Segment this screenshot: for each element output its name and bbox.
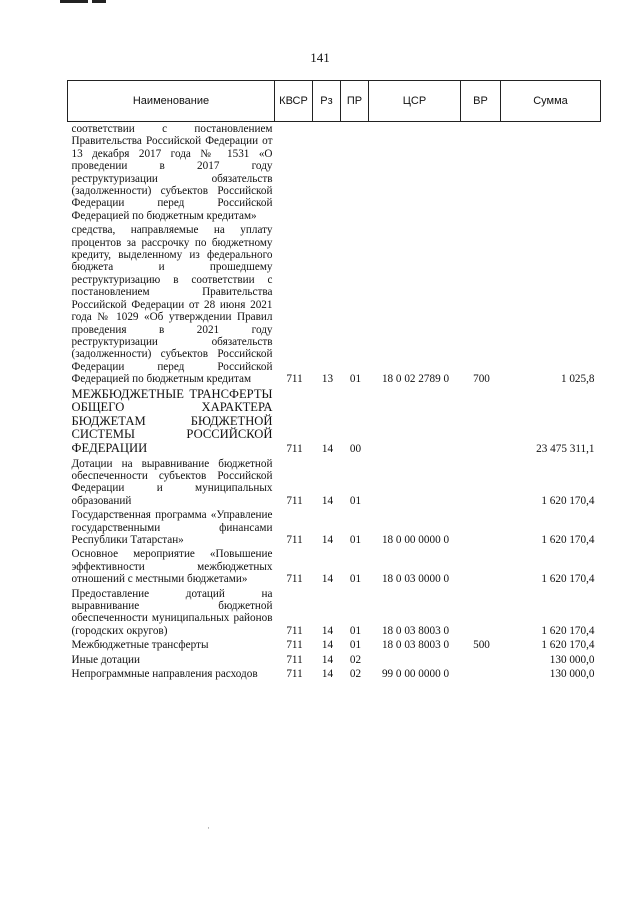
table-row — [68, 587, 601, 639]
row-csr: 18 0 02 2789 0 — [381, 373, 450, 386]
row-vr: 500 — [473, 639, 490, 652]
row-name: Основное мероприятие «Повышение эффективности межбюджетных отношений с местными бюджетами» — [71, 548, 273, 586]
row-rz: 14 — [321, 533, 334, 546]
row-csr — [369, 653, 461, 667]
row-sum: 23 475 311,1 — [536, 443, 595, 456]
row-rz — [313, 122, 341, 224]
row-pr: 02 — [349, 653, 362, 666]
row-kvsr — [275, 122, 313, 224]
table-row — [68, 122, 601, 224]
row-csr: 18 0 03 0000 0 — [381, 573, 450, 586]
row-name: Дотации на выравнивание бюджетной обеспеченности субъектов Российской Федерации и муниципальных образований — [71, 457, 273, 507]
row-csr: 18 0 03 8003 0 — [381, 639, 450, 652]
scan-edge-mark-right — [92, 0, 106, 3]
row-kvsr: 711 — [286, 494, 303, 507]
row-rz: 14 — [321, 653, 334, 666]
row-kvsr: 711 — [286, 533, 303, 546]
row-pr: 01 — [349, 573, 362, 586]
table-row — [68, 223, 601, 386]
row-vr — [461, 387, 501, 457]
scan-edge-mark-left — [60, 0, 88, 3]
row-vr — [461, 508, 501, 547]
row-vr — [461, 122, 501, 224]
header-pr: ПР — [341, 81, 369, 122]
row-csr — [369, 457, 461, 509]
row-pr — [341, 122, 369, 224]
row-vr — [461, 653, 501, 667]
table-row — [68, 387, 601, 457]
row-kvsr: 711 — [286, 668, 303, 680]
row-csr: 18 0 03 8003 0 — [381, 624, 450, 637]
table-row — [68, 638, 601, 652]
row-pr: 01 — [349, 624, 362, 637]
row-pr: 00 — [349, 443, 362, 456]
row-kvsr: 711 — [286, 443, 303, 456]
budget-table — [67, 80, 601, 681]
row-sum: 130 000,0 — [549, 653, 595, 666]
row-sum: 1 025,8 — [560, 373, 595, 386]
row-sum — [501, 122, 601, 224]
row-sum: 1 620 170,4 — [541, 494, 595, 507]
row-sum: 1 620 170,4 — [541, 624, 595, 637]
row-rz: 14 — [321, 443, 334, 456]
row-rz: 14 — [321, 624, 334, 637]
table-header-row — [68, 81, 601, 122]
row-csr — [369, 387, 461, 457]
row-vr — [461, 587, 501, 639]
row-kvsr: 711 — [286, 653, 303, 666]
row-vr — [461, 667, 501, 681]
row-sum: 1 620 170,4 — [541, 573, 595, 586]
row-kvsr: 711 — [286, 639, 303, 652]
row-name: Государственная программа «Управление государственными финансами Республики Татарстан» — [71, 509, 273, 546]
table-row — [68, 653, 601, 667]
row-name: Предоставление дотаций на выравнивание бюджетной обеспеченности муниципальных районов (городских округов) — [71, 587, 273, 637]
row-name: соответствии с постановлением Правительства Российской Федерации от 13 декабря 2017 года № 1531 «О проведении в 2017 году реструктуризации обязательств (задолженности) субъектов Российской Федерации перед Российской Федерацией по бюджетным кредитам» — [71, 123, 273, 222]
row-kvsr: 711 — [286, 624, 303, 637]
header-sum: Сумма — [501, 81, 601, 122]
page-number: 141 — [310, 50, 330, 65]
row-vr — [461, 457, 501, 509]
row-name: средства, направляемые на уплату процентов за рассрочку по бюджетному кредиту, выделенному из федерального бюджета и прошедшему реструктуризацию в соответствии с постановлением Правительства Российской Федерации от 28 июня 2021 года № 1029 «Об утверждении Правил проведения в 2021 году реструктуризации обязательств (задолженности) субъектов Российской Федерации перед Российской Федерацией по бюджетным кредитам — [71, 224, 273, 386]
row-csr: 99 0 00 0000 0 — [381, 668, 450, 680]
row-rz: 14 — [321, 668, 334, 680]
row-sum: 130 000,0 — [549, 668, 595, 680]
table-row — [68, 547, 601, 586]
row-name: МЕЖБЮДЖЕТНЫЕ ТРАНСФЕРТЫ ОБЩЕГО ХАРАКТЕРА БЮДЖЕТАМ БЮДЖЕТНОЙ СИСТЕМЫ РОССИЙСКОЙ ФЕДЕРАЦИИ — [71, 386, 273, 455]
row-pr: 01 — [349, 373, 362, 386]
header-rz: Рз — [313, 81, 341, 122]
header-name: Наименование — [68, 81, 275, 122]
row-rz: 14 — [321, 494, 334, 507]
header-vr: ВР — [461, 81, 501, 122]
row-rz: 14 — [321, 573, 334, 586]
row-csr: 18 0 00 0000 0 — [381, 533, 450, 546]
table-row — [68, 457, 601, 509]
row-pr: 01 — [349, 494, 362, 507]
row-pr: 02 — [349, 668, 362, 680]
row-kvsr: 711 — [286, 373, 303, 386]
row-name: Иные дотации — [71, 653, 140, 666]
row-pr: 01 — [349, 533, 362, 546]
table-row — [68, 508, 601, 547]
row-pr: 01 — [349, 639, 362, 652]
row-rz: 14 — [321, 639, 334, 652]
row-sum: 1 620 170,4 — [541, 639, 595, 652]
table-row — [68, 667, 601, 681]
row-name: Непрограммные направления расходов — [71, 668, 258, 680]
scan-artifact-dot: · — [207, 823, 210, 833]
header-kvsr: КВСР — [275, 81, 313, 122]
row-vr — [461, 547, 501, 586]
row-sum: 1 620 170,4 — [541, 533, 595, 546]
row-rz: 13 — [321, 373, 334, 386]
row-name: Межбюджетные трансферты — [71, 639, 209, 652]
row-kvsr: 711 — [286, 573, 303, 586]
header-csr: ЦСР — [369, 81, 461, 122]
row-vr: 700 — [473, 373, 490, 386]
row-csr — [369, 122, 461, 224]
